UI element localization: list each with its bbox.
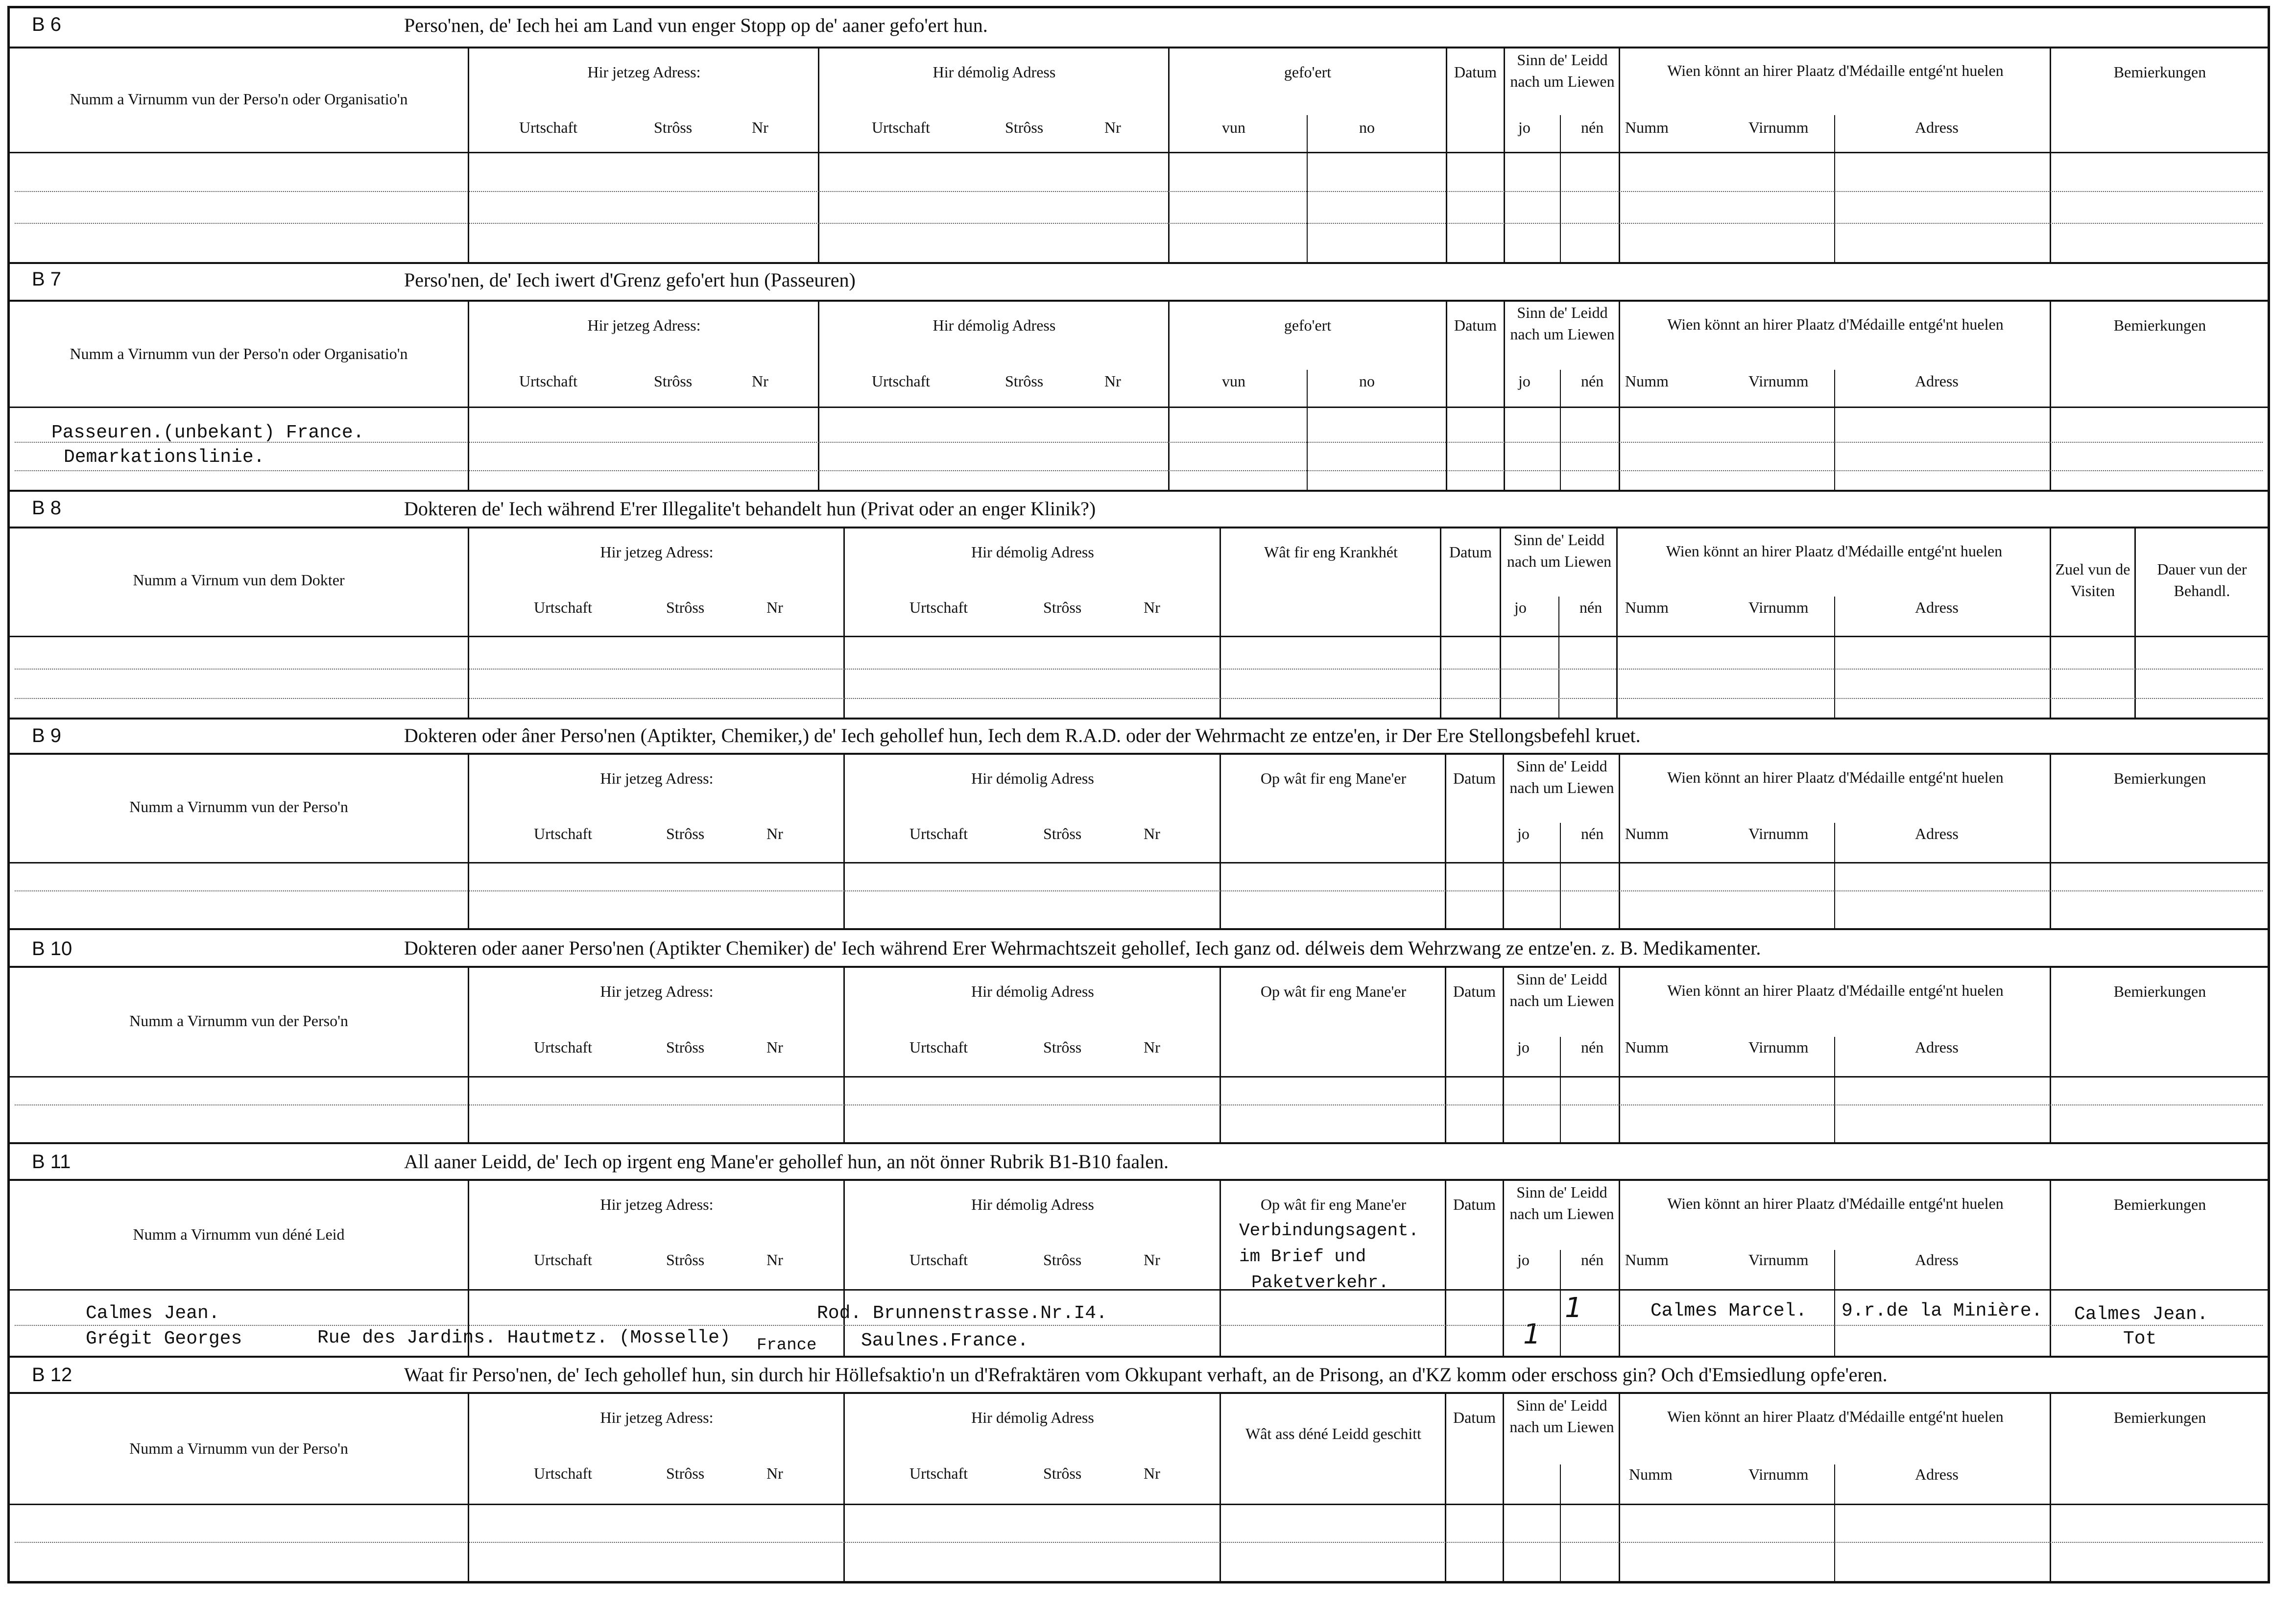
b10-header-top xyxy=(7,966,2270,968)
b6-medal-address: Adress xyxy=(1915,119,1959,136)
b12-col-special: Wât ass déné Leidd geschitt xyxy=(1245,1425,1421,1442)
b7-entry-line2: Demarkationslinie. xyxy=(64,447,265,468)
b11-sub-city-former: Urtschaft xyxy=(909,1251,968,1269)
b9-sub-city-former: Urtschaft xyxy=(909,825,968,842)
b6-vline-sub xyxy=(1834,115,1835,264)
b7-row-line xyxy=(15,442,2263,443)
b11-row1-medal-name: Calmes Marcel. xyxy=(1650,1300,1807,1321)
b8-bottom xyxy=(7,718,2270,720)
b9-alive-yes: jo xyxy=(1517,825,1530,842)
b10-alive-no: nén xyxy=(1581,1038,1604,1056)
b9-bottom xyxy=(7,928,2270,930)
b11-header-bottom xyxy=(7,1289,2270,1291)
b9-col-special: Op wât fir eng Mane'er xyxy=(1260,769,1407,787)
b6-row-line xyxy=(15,191,2263,192)
b10-vline xyxy=(1503,966,1504,1144)
b7-vline xyxy=(1168,300,1170,492)
b6-vline xyxy=(1619,47,1620,264)
b10-bottom xyxy=(7,1142,2270,1144)
b12-col-date: Datum xyxy=(1453,1409,1496,1426)
b8-vline xyxy=(1500,527,1501,720)
b11-col-medal: Wien könnt an hirer Plaatz d'Médaille entgé'nt huelen xyxy=(1667,1195,2004,1212)
b7-alive-no: nén xyxy=(1581,372,1604,390)
b11-col-remarks: Bemierkungen xyxy=(2113,1196,2206,1213)
section-title-b10: Dokteren oder aaner Perso'nen (Aptikter Chemiker) de' Iech während Erer Wehrmachtszeit gehollef, Iech ganz od. délweis dem Wehrzwang ze entze'en. z. B. Medikamenter. xyxy=(404,937,1761,959)
b12-medal-address: Adress xyxy=(1915,1465,1959,1483)
b9-vline xyxy=(1619,753,1620,930)
b7-col-remarks: Bemierkungen xyxy=(2113,316,2206,334)
b11-vline xyxy=(1619,1179,1620,1358)
b11-row2-current: Rue des Jardins. Hautmetz. (Mosselle) xyxy=(317,1327,731,1348)
b6-alive-yes: jo xyxy=(1518,119,1531,136)
b10-sub-street: Strôss xyxy=(666,1038,705,1056)
b9-col-date: Datum xyxy=(1453,769,1496,787)
b8-vline xyxy=(1220,527,1221,720)
b11-col-date: Datum xyxy=(1453,1196,1496,1213)
b7-special-sub2: no xyxy=(1359,372,1375,390)
b11-row-line xyxy=(15,1325,2263,1326)
b7-vline xyxy=(1504,300,1505,492)
frame-top xyxy=(7,6,2270,8)
b7-col-former: Hir démolig Adress xyxy=(933,316,1056,334)
b8-header-bottom xyxy=(7,636,2270,637)
b8-sub-city: Urtschaft xyxy=(534,599,593,616)
b10-col-alive: Sinn de' Leidd nach um Liewen xyxy=(1509,970,1614,1009)
b11-bottom xyxy=(7,1356,2270,1358)
b12-col-former: Hir démolig Adress xyxy=(971,1409,1094,1426)
b6-col-special: gefo'ert xyxy=(1284,63,1332,81)
section-title-b7: Perso'nen, de' Iech iwert d'Grenz gefo'ert hun (Passeuren) xyxy=(404,269,856,291)
b11-col-current: Hir jetzeg Adress: xyxy=(600,1196,714,1213)
b9-alive-no: nén xyxy=(1581,825,1604,842)
b9-col-alive: Sinn de' Leidd nach um Liewen xyxy=(1509,757,1614,796)
b7-col-special: gefo'ert xyxy=(1284,316,1332,334)
b11-vline xyxy=(1220,1179,1221,1358)
b12-vline xyxy=(1220,1392,1221,1581)
b9-vline xyxy=(1503,753,1504,930)
b11-sub-nr-former: Nr xyxy=(1144,1251,1160,1269)
b7-sub-street: Strôss xyxy=(654,372,693,390)
b8-vline xyxy=(468,527,469,720)
b12-col-alive: Sinn de' Leidd nach um Liewen xyxy=(1509,1396,1614,1436)
b9-sub-nr-former: Nr xyxy=(1144,825,1160,842)
b10-sub-city: Urtschaft xyxy=(534,1038,593,1056)
b10-alive-yes: jo xyxy=(1517,1038,1530,1056)
b6-col-former: Hir démolig Adress xyxy=(933,63,1056,81)
b11-col-alive: Sinn de' Leidd nach um Liewen xyxy=(1509,1183,1614,1223)
b8-col-goal: Zuel vun de Visiten xyxy=(2055,560,2130,600)
section-id-b11: B 11 xyxy=(32,1151,71,1173)
b11-sub-street: Strôss xyxy=(666,1251,705,1269)
b12-vline xyxy=(1619,1392,1620,1581)
b6-vline-sub xyxy=(1560,115,1561,264)
b11-sub-city: Urtschaft xyxy=(534,1251,593,1269)
b9-medal-address: Adress xyxy=(1915,825,1959,842)
b8-col-former: Hir démolig Adress xyxy=(971,543,1094,561)
b7-medal-address: Adress xyxy=(1915,372,1959,390)
b7-vline xyxy=(2050,300,2051,492)
b12-col-medal: Wien könnt an hirer Plaatz d'Médaille entgé'nt huelen xyxy=(1667,1408,2004,1425)
b9-sub-nr: Nr xyxy=(766,825,783,842)
section-title-b8: Dokteren de' Iech während E'rer Illegalite't behandelt hun (Privat oder an enger Klinik?) xyxy=(404,498,1096,520)
b7-bottom xyxy=(7,490,2270,492)
b7-col-medal: Wien könnt an hirer Plaatz d'Médaille entgé'nt huelen xyxy=(1667,315,2004,333)
b8-sub-nr-former: Nr xyxy=(1144,599,1160,616)
b7-alive-yes: jo xyxy=(1518,372,1531,390)
b10-vline-sub xyxy=(1560,1037,1561,1144)
b12-sub-nr: Nr xyxy=(766,1464,783,1482)
b9-vline-sub xyxy=(1834,823,1835,930)
b12-col-remarks: Bemierkungen xyxy=(2113,1409,2206,1426)
b10-col-name: Numm a Virnumm vun der Perso'n xyxy=(129,1012,348,1030)
section-title-b6: Perso'nen, de' Iech hei am Land vun enger Stopp op de' aaner gefo'ert hun. xyxy=(404,14,988,36)
b9-header-top xyxy=(7,753,2270,755)
b12-sub-city: Urtschaft xyxy=(534,1464,593,1482)
b7-vline-sub xyxy=(1307,370,1308,492)
b12-vline xyxy=(468,1392,469,1581)
b10-row-line xyxy=(15,1104,2263,1105)
b6-col-date: Datum xyxy=(1454,63,1497,81)
b8-header-top xyxy=(7,527,2270,528)
b10-col-former: Hir démolig Adress xyxy=(971,983,1094,1000)
b12-col-name: Numm a Virnumm vun der Perso'n xyxy=(129,1439,348,1457)
b9-col-current: Hir jetzeg Adress: xyxy=(600,769,714,787)
b11-special-typed-3: Paketverkehr. xyxy=(1251,1272,1389,1289)
b12-vline xyxy=(843,1392,845,1581)
b11-vline xyxy=(2050,1179,2051,1358)
b11-sub-street-former: Strôss xyxy=(1043,1251,1082,1269)
b8-col-duration: Dauer vun der Behandl. xyxy=(2157,560,2247,600)
b6-vline-sub xyxy=(1307,115,1308,264)
b6-vline xyxy=(1168,47,1170,264)
b7-row-line xyxy=(15,470,2263,471)
b12-vline xyxy=(1503,1392,1504,1581)
b6-bottom xyxy=(7,262,2270,264)
b11-row2-name: Grégit Georges xyxy=(86,1328,242,1349)
b9-vline xyxy=(843,753,845,930)
b11-row1-medal-address: 9.r.de la Minière. xyxy=(1842,1300,2043,1321)
b12-sub-city-former: Urtschaft xyxy=(909,1464,968,1482)
b11-row1-name: Calmes Jean. xyxy=(86,1303,220,1324)
b11-row2-former: Saulnes.France. xyxy=(861,1330,1029,1351)
b10-vline xyxy=(1619,966,1620,1144)
b7-vline xyxy=(818,300,819,492)
b8-sub-street-former: Strôss xyxy=(1043,599,1082,616)
b12-vline-sub xyxy=(1560,1464,1561,1581)
b11-row2-current-country: France xyxy=(757,1336,817,1355)
b7-vline-sub xyxy=(1560,370,1561,492)
b6-vline xyxy=(2050,47,2051,264)
b11-sub-nr: Nr xyxy=(766,1251,783,1269)
b10-col-remarks: Bemierkungen xyxy=(2113,983,2206,1000)
b10-vline xyxy=(1220,966,1221,1144)
b9-sub-street: Strôss xyxy=(666,825,705,842)
b11-header-top xyxy=(7,1179,2270,1181)
b7-col-alive: Sinn de' Leidd nach um Liewen xyxy=(1510,304,1615,343)
b7-col-current: Hir jetzeg Adress: xyxy=(587,316,701,334)
b10-col-medal: Wien könnt an hirer Plaatz d'Médaille entgé'nt huelen xyxy=(1667,982,2004,999)
b8-col-date: Datum xyxy=(1449,543,1492,561)
b12-vline-sub xyxy=(1834,1464,1835,1581)
b8-col-current: Hir jetzeg Adress: xyxy=(600,543,714,561)
section-id-b8: B 8 xyxy=(32,497,62,519)
b11-vline xyxy=(843,1179,845,1358)
b10-vline xyxy=(468,966,469,1144)
b8-col-special: Wât fir eng Krankhét xyxy=(1264,543,1398,561)
b7-sub-street-former: Strôss xyxy=(1005,372,1044,390)
b9-medal-first: Virnumm xyxy=(1748,825,1809,842)
b11-row2-remark: Tot xyxy=(2123,1328,2157,1349)
b8-medal-name: Numm xyxy=(1625,599,1669,616)
b9-medal-name: Numm xyxy=(1625,825,1669,842)
b11-medal-address: Adress xyxy=(1915,1251,1959,1269)
b10-col-special: Op wât fir eng Mane'er xyxy=(1260,983,1407,1000)
b8-col-name: Numm a Virnum vun dem Dokter xyxy=(133,571,345,589)
b8-vline xyxy=(1616,527,1618,720)
b6-sub-street: Strôss xyxy=(654,119,693,136)
b7-sub-nr-former: Nr xyxy=(1104,372,1121,390)
b11-row1-former: Rod. Brunnenstrasse.Nr.I4. xyxy=(817,1303,1107,1324)
frame-bottom xyxy=(7,1581,2270,1583)
b6-col-medal: Wien könnt an hirer Plaatz d'Médaille entgé'nt huelen xyxy=(1667,62,2004,79)
b6-col-current: Hir jetzeg Adress: xyxy=(587,63,701,81)
b6-header-bottom xyxy=(7,152,2270,153)
b10-sub-nr-former: Nr xyxy=(1144,1038,1160,1056)
b7-medal-first: Virnumm xyxy=(1748,372,1809,390)
b8-alive-no: nén xyxy=(1579,599,1602,616)
b11-medal-name: Numm xyxy=(1625,1251,1669,1269)
b9-vline xyxy=(468,753,469,930)
b8-medal-first: Virnumm xyxy=(1748,599,1809,616)
b10-sub-nr: Nr xyxy=(766,1038,783,1056)
b9-col-name: Numm a Virnumm vun der Perso'n xyxy=(129,798,348,815)
b7-medal-name: Numm xyxy=(1625,372,1669,390)
b6-col-name: Numm a Virnumm vun der Perso'n oder Organisatio'n xyxy=(70,90,408,108)
b12-sub-street: Strôss xyxy=(666,1464,705,1482)
b6-sub-city-former: Urtschaft xyxy=(872,119,931,136)
b6-medal-name: Numm xyxy=(1625,119,1669,136)
b6-row-line xyxy=(15,223,2263,224)
b7-sub-nr: Nr xyxy=(752,372,768,390)
b7-sub-city: Urtschaft xyxy=(519,372,578,390)
b10-medal-first: Virnumm xyxy=(1748,1038,1809,1056)
b10-vline-sub xyxy=(1834,1037,1835,1144)
b9-row-line xyxy=(15,890,2263,891)
b8-col-medal: Wien könnt an hirer Plaatz d'Médaille entgé'nt huelen xyxy=(1666,542,2003,560)
b6-sub-nr: Nr xyxy=(752,119,768,136)
b10-medal-name: Numm xyxy=(1625,1038,1669,1056)
b7-vline xyxy=(468,300,469,492)
b8-row-line xyxy=(15,669,2263,670)
b7-col-name: Numm a Virnumm vun der Perso'n oder Organisatio'n xyxy=(70,345,408,362)
b6-sub-street-former: Strôss xyxy=(1005,119,1044,136)
b11-col-former: Hir démolig Adress xyxy=(971,1196,1094,1213)
b8-sub-street: Strôss xyxy=(666,599,705,616)
section-id-b9: B 9 xyxy=(32,725,62,746)
b11-row1-alive-mark: 1 xyxy=(1565,1292,1582,1324)
section-title-b11: All aaner Leidd, de' Iech op irgent eng Mane'er gehollef hun, an nöt önner Rubrik B1-B10 faalen. xyxy=(404,1151,1169,1173)
b12-col-current: Hir jetzeg Adress: xyxy=(600,1409,714,1426)
b8-vline xyxy=(2134,527,2136,720)
b6-vline xyxy=(1504,47,1505,264)
b12-medal-name: Numm xyxy=(1629,1465,1673,1483)
b11-col-special: Op wât fir eng Mane'er xyxy=(1260,1196,1407,1213)
b9-sub-street-former: Strôss xyxy=(1043,825,1082,842)
b11-alive-yes: jo xyxy=(1517,1251,1530,1269)
b10-sub-city-former: Urtschaft xyxy=(909,1038,968,1056)
b6-alive-no: nén xyxy=(1581,119,1604,136)
b9-vline xyxy=(1220,753,1221,930)
b11-vline-sub xyxy=(1560,1250,1561,1358)
b8-col-alive: Sinn de' Leidd nach um Liewen xyxy=(1507,531,1612,570)
b7-header-bottom xyxy=(7,407,2270,408)
b7-sub-city-former: Urtschaft xyxy=(872,372,931,390)
b10-header-bottom xyxy=(7,1076,2270,1078)
b12-header-top xyxy=(7,1392,2270,1394)
b12-sub-street-former: Strôss xyxy=(1043,1464,1082,1482)
b9-col-former: Hir démolig Adress xyxy=(971,769,1094,787)
b11-row1-remark: Calmes Jean. xyxy=(2074,1304,2208,1325)
section-title-b9: Dokteren oder âner Perso'nen (Aptikter, Chemiker,) de' Iech gehollef hun, Iech dem R.A.D. oder der Wehrmacht ze entze'en, ir Der Ere Stellongsbefehl kruet. xyxy=(404,724,1641,746)
b12-medal-first: Virnumm xyxy=(1748,1465,1809,1483)
b9-vline-sub xyxy=(1560,823,1561,930)
b7-header-top xyxy=(7,300,2270,302)
b7-entry-line1: Passeuren.(unbekant) France. xyxy=(51,422,364,443)
b6-special-sub2: no xyxy=(1359,119,1375,136)
b9-header-bottom xyxy=(7,862,2270,863)
b11-row2-alive-mark: 1 xyxy=(1523,1319,1541,1350)
b9-vline xyxy=(2050,753,2051,930)
b10-col-date: Datum xyxy=(1453,983,1496,1000)
b6-vline xyxy=(468,47,469,264)
b8-vline xyxy=(2050,527,2051,720)
b12-header-bottom xyxy=(7,1504,2270,1505)
b9-sub-city: Urtschaft xyxy=(534,825,593,842)
b7-col-date: Datum xyxy=(1454,316,1497,334)
b11-alive-no: nén xyxy=(1581,1251,1604,1269)
b10-vline xyxy=(843,966,845,1144)
b7-special-sub1: vun xyxy=(1222,372,1245,390)
section-id-b10: B 10 xyxy=(32,938,72,959)
b6-col-alive: Sinn de' Leidd nach um Liewen xyxy=(1510,51,1615,90)
b6-medal-first: Virnumm xyxy=(1748,119,1809,136)
b6-col-remarks: Bemierkungen xyxy=(2113,63,2206,81)
section-id-b7: B 7 xyxy=(32,268,62,290)
b12-row-line xyxy=(15,1542,2263,1543)
section-id-b12: B 12 xyxy=(32,1364,72,1386)
b8-row-line xyxy=(15,698,2263,699)
b11-medal-first: Virnumm xyxy=(1748,1251,1809,1269)
b12-sub-nr-former: Nr xyxy=(1144,1464,1160,1482)
b6-sub-nr-former: Nr xyxy=(1104,119,1121,136)
b8-vline xyxy=(843,527,845,720)
frame-left xyxy=(7,6,10,1583)
b7-vline xyxy=(1619,300,1620,492)
b11-col-name: Numm a Virnumm vun déné Leid xyxy=(133,1225,345,1243)
b11-vline xyxy=(1503,1179,1504,1358)
b8-alive-yes: jo xyxy=(1514,599,1527,616)
b10-vline xyxy=(2050,966,2051,1144)
b9-col-remarks: Bemierkungen xyxy=(2113,769,2206,787)
b10-medal-address: Adress xyxy=(1915,1038,1959,1056)
b7-vline-sub xyxy=(1834,370,1835,492)
b11-special-typed-2: im Brief und xyxy=(1239,1247,1366,1267)
b10-sub-street-former: Strôss xyxy=(1043,1038,1082,1056)
b11-special-typed-1: Verbindungsagent. xyxy=(1239,1221,1419,1241)
frame-right xyxy=(2268,6,2270,1583)
b8-sub-city-former: Urtschaft xyxy=(909,599,968,616)
section-title-b12: Waat fir Perso'nen, de' Iech gehollef hun, sin durch hir Höllefsaktio'n un d'Refraktären vom Okkupant verhaft, an de Prisong, an d'KZ komm oder erschoss gin? Och d'Emsiedlung opfe'eren. xyxy=(404,1364,1888,1386)
b10-col-current: Hir jetzeg Adress: xyxy=(600,983,714,1000)
b6-header-top xyxy=(7,47,2270,48)
b8-medal-address: Adress xyxy=(1915,599,1959,616)
section-id-b6: B 6 xyxy=(32,14,62,35)
b8-sub-nr: Nr xyxy=(766,599,783,616)
b6-sub-city: Urtschaft xyxy=(519,119,578,136)
b6-vline xyxy=(818,47,819,264)
b6-special-sub1: vun xyxy=(1222,119,1245,136)
b8-vline-sub xyxy=(1834,597,1835,720)
b9-col-medal: Wien könnt an hirer Plaatz d'Médaille entgé'nt huelen xyxy=(1667,768,2004,786)
b11-vline-sub xyxy=(1834,1250,1835,1358)
b8-vline-sub xyxy=(1558,597,1559,720)
b12-vline xyxy=(2050,1392,2051,1581)
